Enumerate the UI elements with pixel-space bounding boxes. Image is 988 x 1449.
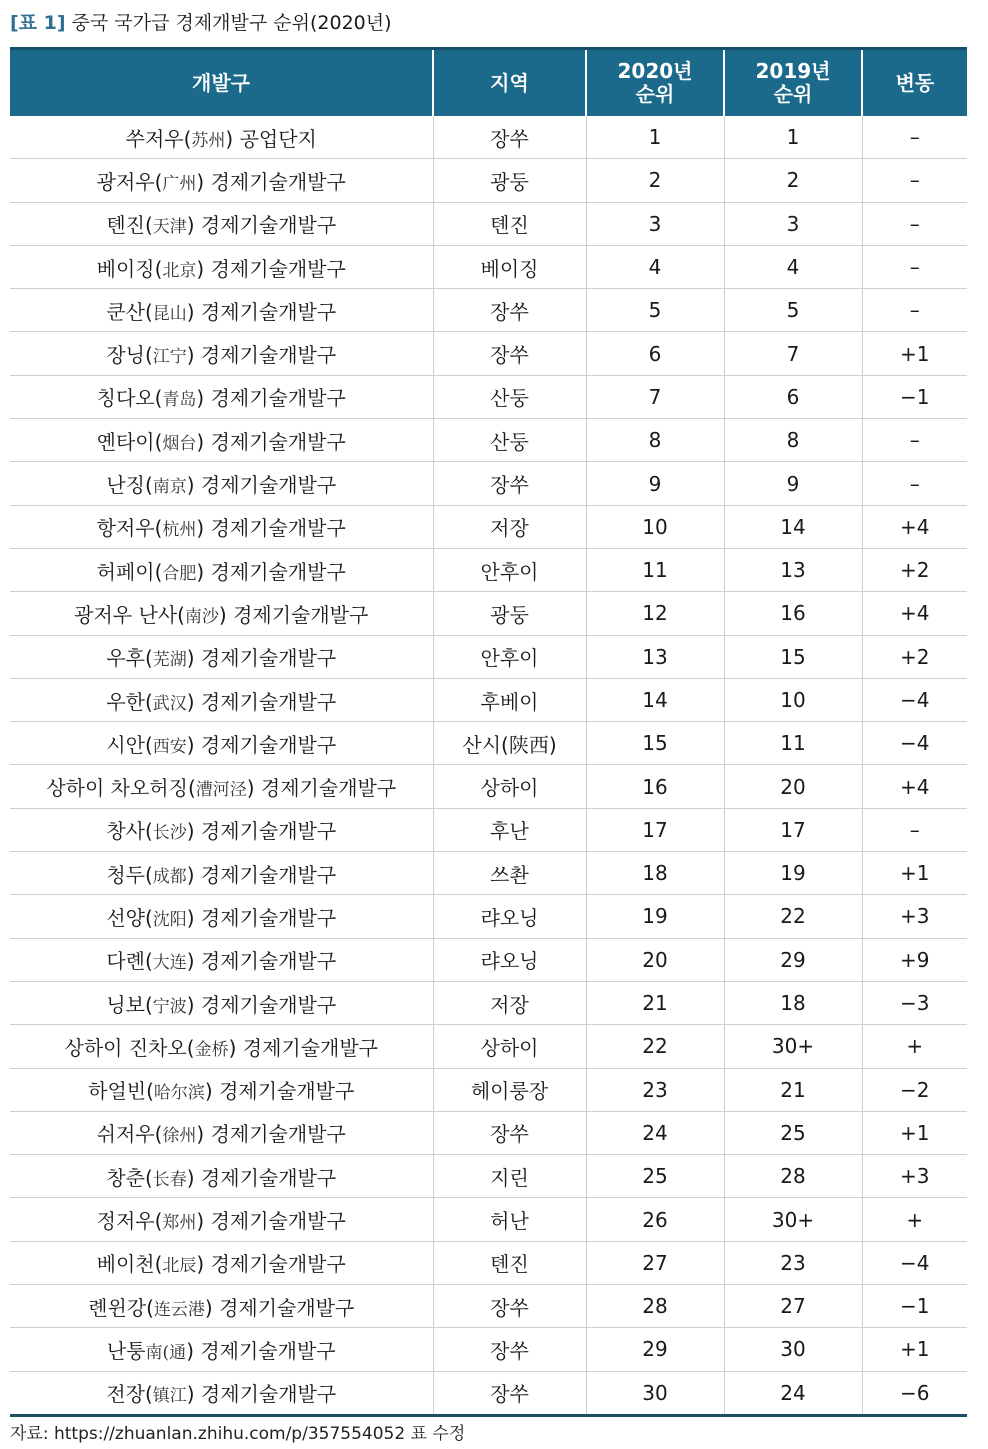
table-row [10,635,967,678]
table-caption [10,8,392,38]
region-cell: 안후이 [433,635,586,678]
region-cell: 톈진 [433,202,586,245]
region-cell: 후베이 [433,678,586,721]
table-row [10,765,967,808]
region-cell: 장쑤 [433,1328,586,1371]
table-row [10,548,967,591]
change-cell: +1 [862,852,967,895]
zone-name-cell: 상하이 진차오(金桥) 경제기술개발구 [10,1025,433,1068]
rank-2019-cell: 7 [724,332,862,375]
rank-2020-cell: 19 [586,895,724,938]
zone-name-cell: 청두(成都) 경제기술개발구 [10,852,433,895]
hanja-name: 徐州 [162,1126,197,1147]
rank-2019-cell: 20 [724,765,862,808]
zone-name-cell: 창사(长沙) 경제기술개발구 [10,808,433,851]
zone-name-cell: 쿤산(昆山) 경제기술개발구 [10,289,433,332]
hanja-name: 昆山 [152,303,187,324]
zone-name-cell: 허페이(合肥) 경제기술개발구 [10,548,433,591]
table-row [10,245,967,288]
table-row [10,852,967,895]
region-cell: 저장 [433,505,586,548]
change-cell: −6 [862,1371,967,1415]
hanja-name: 武汉 [152,693,187,714]
hanja-name: 南(通 [145,1342,187,1363]
rank-2020-cell: 6 [586,332,724,375]
region-cell: 톈진 [433,1241,586,1284]
region-cell: 장쑤 [433,289,586,332]
hanja-name: 连云港 [153,1299,205,1320]
hanja-name: 哈尔滨 [153,1083,205,1104]
rank-2019-cell: 19 [724,852,862,895]
table-row [10,592,967,635]
table-body [10,116,967,1415]
hanja-name: 郑州 [162,1213,197,1234]
rank-2020-cell: 24 [586,1111,724,1154]
rank-2020-cell: 14 [586,678,724,721]
zone-name-cell: 시안(西安) 경제기술개발구 [10,722,433,765]
table-row [10,1198,967,1241]
table-number: [표 1] [10,12,66,34]
zone-name-cell: 항저우(杭州) 경제기술개발구 [10,505,433,548]
header-region: 지역 [433,49,586,117]
header-rank-2019: 2019년 순위 [724,49,862,117]
region-cell: 상하이 [433,765,586,808]
rank-2020-cell: 3 [586,202,724,245]
zone-name-cell: 상하이 차오허징(漕河泾) 경제기술개발구 [10,765,433,808]
region-cell: 안후이 [433,548,586,591]
region-cell: 헤이룽장 [433,1068,586,1111]
zone-name-cell: 쑤저우(苏州) 공업단지 [10,116,433,159]
change-cell: +1 [862,1328,967,1371]
zone-name-cell: 난퉁南(通) 경제기술개발구 [10,1328,433,1371]
change-cell: +3 [862,1155,967,1198]
rank-2019-cell: 9 [724,462,862,505]
zone-name-cell: 하얼빈(哈尔滨) 경제기술개발구 [10,1068,433,1111]
rank-2019-cell: 2 [724,159,862,202]
rank-2019-cell: 27 [724,1285,862,1328]
change-cell: + [862,1198,967,1241]
rank-2020-cell: 27 [586,1241,724,1284]
rank-2020-cell: 20 [586,938,724,981]
table-row [10,202,967,245]
hanja-name: 成都 [152,866,187,887]
rank-2019-cell: 17 [724,808,862,851]
rank-2020-cell: 12 [586,592,724,635]
table-row [10,1371,967,1415]
rank-2019-cell: 14 [724,505,862,548]
zone-name-cell: 베이징(北京) 경제기술개발구 [10,245,433,288]
table-row [10,289,967,332]
rank-2019-cell: 11 [724,722,862,765]
hanja-name: 西安 [152,736,187,757]
rank-2020-cell: 22 [586,1025,724,1068]
hanja-name: 大连 [152,953,187,974]
region-cell: 장쑤 [433,1285,586,1328]
change-cell: – [862,202,967,245]
region-cell: 장쑤 [433,1111,586,1154]
table-row [10,1328,967,1371]
rank-2019-cell: 30+ [724,1025,862,1068]
change-cell: +9 [862,938,967,981]
zone-name-cell: 정저우(郑州) 경제기술개발구 [10,1198,433,1241]
rank-2019-cell: 22 [724,895,862,938]
zone-name-cell: 톈진(天津) 경제기술개발구 [10,202,433,245]
ranking-table [10,47,967,1417]
change-cell: −4 [862,722,967,765]
change-cell: +4 [862,592,967,635]
table-row [10,159,967,202]
rank-2019-cell: 13 [724,548,862,591]
rank-2019-cell: 25 [724,1111,862,1154]
rank-2019-cell: 10 [724,678,862,721]
hanja-name: 芜湖 [152,650,187,671]
change-cell: +4 [862,505,967,548]
rank-2020-cell: 9 [586,462,724,505]
hanja-name: 长春 [152,1169,187,1190]
table-row [10,1111,967,1154]
rank-2019-cell: 28 [724,1155,862,1198]
hanja-name: 江宁 [152,347,187,368]
rank-2019-cell: 21 [724,1068,862,1111]
rank-2020-cell: 29 [586,1328,724,1371]
rank-2019-cell: 3 [724,202,862,245]
hanja-name: 漕河泾 [195,780,247,801]
header-change: 변동 [862,49,967,117]
hanja-name: 南沙 [184,606,219,627]
rank-2020-cell: 15 [586,722,724,765]
change-cell: +3 [862,895,967,938]
table-row [10,678,967,721]
change-cell: −2 [862,1068,967,1111]
zone-name-cell: 베이천(北辰) 경제기술개발구 [10,1241,433,1284]
change-cell: +1 [862,332,967,375]
rank-2020-cell: 7 [586,375,724,418]
region-cell: 산둥 [433,375,586,418]
table-row [10,1285,967,1328]
change-cell: – [862,462,967,505]
table-row [10,375,967,418]
region-cell: 장쑤 [433,1371,586,1415]
change-cell: – [862,116,967,159]
rank-2020-cell: 1 [586,116,724,159]
rank-2019-cell: 16 [724,592,862,635]
change-cell: – [862,419,967,462]
rank-2020-cell: 21 [586,981,724,1024]
zone-name-cell: 선양(沈阳) 경제기술개발구 [10,895,433,938]
change-cell: +2 [862,635,967,678]
change-cell: – [862,245,967,288]
table-row [10,981,967,1024]
region-cell: 광둥 [433,159,586,202]
hanja-name: 金桥 [194,1039,229,1060]
hanja-name: 苏州 [191,130,226,151]
zone-name-cell: 우후(芜湖) 경제기술개발구 [10,635,433,678]
change-cell: – [862,289,967,332]
region-cell: 산시(陕西) [433,722,586,765]
rank-2019-cell: 1 [724,116,862,159]
region-cell: 상하이 [433,1025,586,1068]
zone-name-cell: 옌타이(烟台) 경제기술개발구 [10,419,433,462]
change-cell: −4 [862,678,967,721]
table-row [10,895,967,938]
zone-name-cell: 우한(武汉) 경제기술개발구 [10,678,433,721]
region-cell: 장쑤 [433,116,586,159]
hanja-name: 合肥 [162,563,197,584]
zone-name-cell: 전장(镇江) 경제기술개발구 [10,1371,433,1415]
change-cell: −1 [862,1285,967,1328]
rank-2019-cell: 4 [724,245,862,288]
rank-2019-cell: 29 [724,938,862,981]
region-cell: 장쑤 [433,462,586,505]
change-cell: −3 [862,981,967,1024]
rank-2020-cell: 5 [586,289,724,332]
rank-2020-cell: 17 [586,808,724,851]
table-row [10,1241,967,1284]
hanja-name: 杭州 [162,520,197,541]
hanja-name: 宁波 [152,996,187,1017]
rank-2019-cell: 5 [724,289,862,332]
hanja-name: 南京 [152,477,187,498]
region-cell: 광둥 [433,592,586,635]
hanja-name: 青岛 [162,390,197,411]
zone-name-cell: 쉬저우(徐州) 경제기술개발구 [10,1111,433,1154]
rank-2019-cell: 6 [724,375,862,418]
hanja-name: 烟台 [162,433,197,454]
rank-2020-cell: 2 [586,159,724,202]
region-cell: 랴오닝 [433,938,586,981]
hanja-name: 镇江 [152,1386,187,1407]
rank-2019-cell: 30 [724,1328,862,1371]
table-row [10,1155,967,1198]
zone-name-cell: 광저우 난사(南沙) 경제기술개발구 [10,592,433,635]
rank-2020-cell: 4 [586,245,724,288]
rank-2019-cell: 23 [724,1241,862,1284]
table-row [10,938,967,981]
table-title: 중국 국가급 경제개발구 순위(2020년) [71,12,392,34]
table-row [10,462,967,505]
table-row [10,722,967,765]
header-zone: 개발구 [10,49,433,117]
source-note: 자료: https://zhuanlan.zhihu.com/p/357554052 표 수정 [10,1424,466,1444]
change-cell: +1 [862,1111,967,1154]
rank-2020-cell: 26 [586,1198,724,1241]
header-rank-2020: 2020년 순위 [586,49,724,117]
zone-name-cell: 칭다오(青岛) 경제기술개발구 [10,375,433,418]
change-cell: – [862,808,967,851]
rank-2020-cell: 25 [586,1155,724,1198]
rank-2019-cell: 24 [724,1371,862,1415]
hanja-name: 长沙 [152,823,187,844]
region-cell: 저장 [433,981,586,1024]
rank-2020-cell: 13 [586,635,724,678]
region-cell: 쓰촨 [433,852,586,895]
rank-2020-cell: 30 [586,1371,724,1415]
table-row [10,116,967,159]
hanja-name: 天津 [152,217,187,238]
hanja-name: 北辰 [162,1256,197,1277]
change-cell: −1 [862,375,967,418]
table-row [10,1025,967,1068]
region-cell: 장쑤 [433,332,586,375]
header-row [10,49,967,117]
zone-name-cell: 닝보(宁波) 경제기술개발구 [10,981,433,1024]
rank-2019-cell: 18 [724,981,862,1024]
region-cell: 지린 [433,1155,586,1198]
rank-2020-cell: 10 [586,505,724,548]
rank-2019-cell: 8 [724,419,862,462]
rank-2019-cell: 15 [724,635,862,678]
rank-2020-cell: 8 [586,419,724,462]
change-cell: +2 [862,548,967,591]
table-row [10,332,967,375]
hanja-name: 广州 [162,173,197,194]
table-row [10,808,967,851]
change-cell: −4 [862,1241,967,1284]
zone-name-cell: 난징(南京) 경제기술개발구 [10,462,433,505]
region-cell: 후난 [433,808,586,851]
change-cell: +4 [862,765,967,808]
table-row [10,1068,967,1111]
change-cell: – [862,159,967,202]
rank-2020-cell: 18 [586,852,724,895]
rank-2019-cell: 30+ [724,1198,862,1241]
region-cell: 랴오닝 [433,895,586,938]
hanja-name: 北京 [162,260,197,281]
table-row [10,419,967,462]
table-row [10,505,967,548]
region-cell: 베이징 [433,245,586,288]
zone-name-cell: 다롄(大连) 경제기술개발구 [10,938,433,981]
region-cell: 허난 [433,1198,586,1241]
change-cell: + [862,1025,967,1068]
zone-name-cell: 장닝(江宁) 경제기술개발구 [10,332,433,375]
rank-2020-cell: 28 [586,1285,724,1328]
zone-name-cell: 광저우(广州) 경제기술개발구 [10,159,433,202]
region-cell: 산둥 [433,419,586,462]
zone-name-cell: 롄윈강(连云港) 경제기술개발구 [10,1285,433,1328]
rank-2020-cell: 16 [586,765,724,808]
zone-name-cell: 창춘(长春) 경제기술개발구 [10,1155,433,1198]
rank-2020-cell: 23 [586,1068,724,1111]
rank-2020-cell: 11 [586,548,724,591]
hanja-name: 沈阳 [152,909,187,930]
